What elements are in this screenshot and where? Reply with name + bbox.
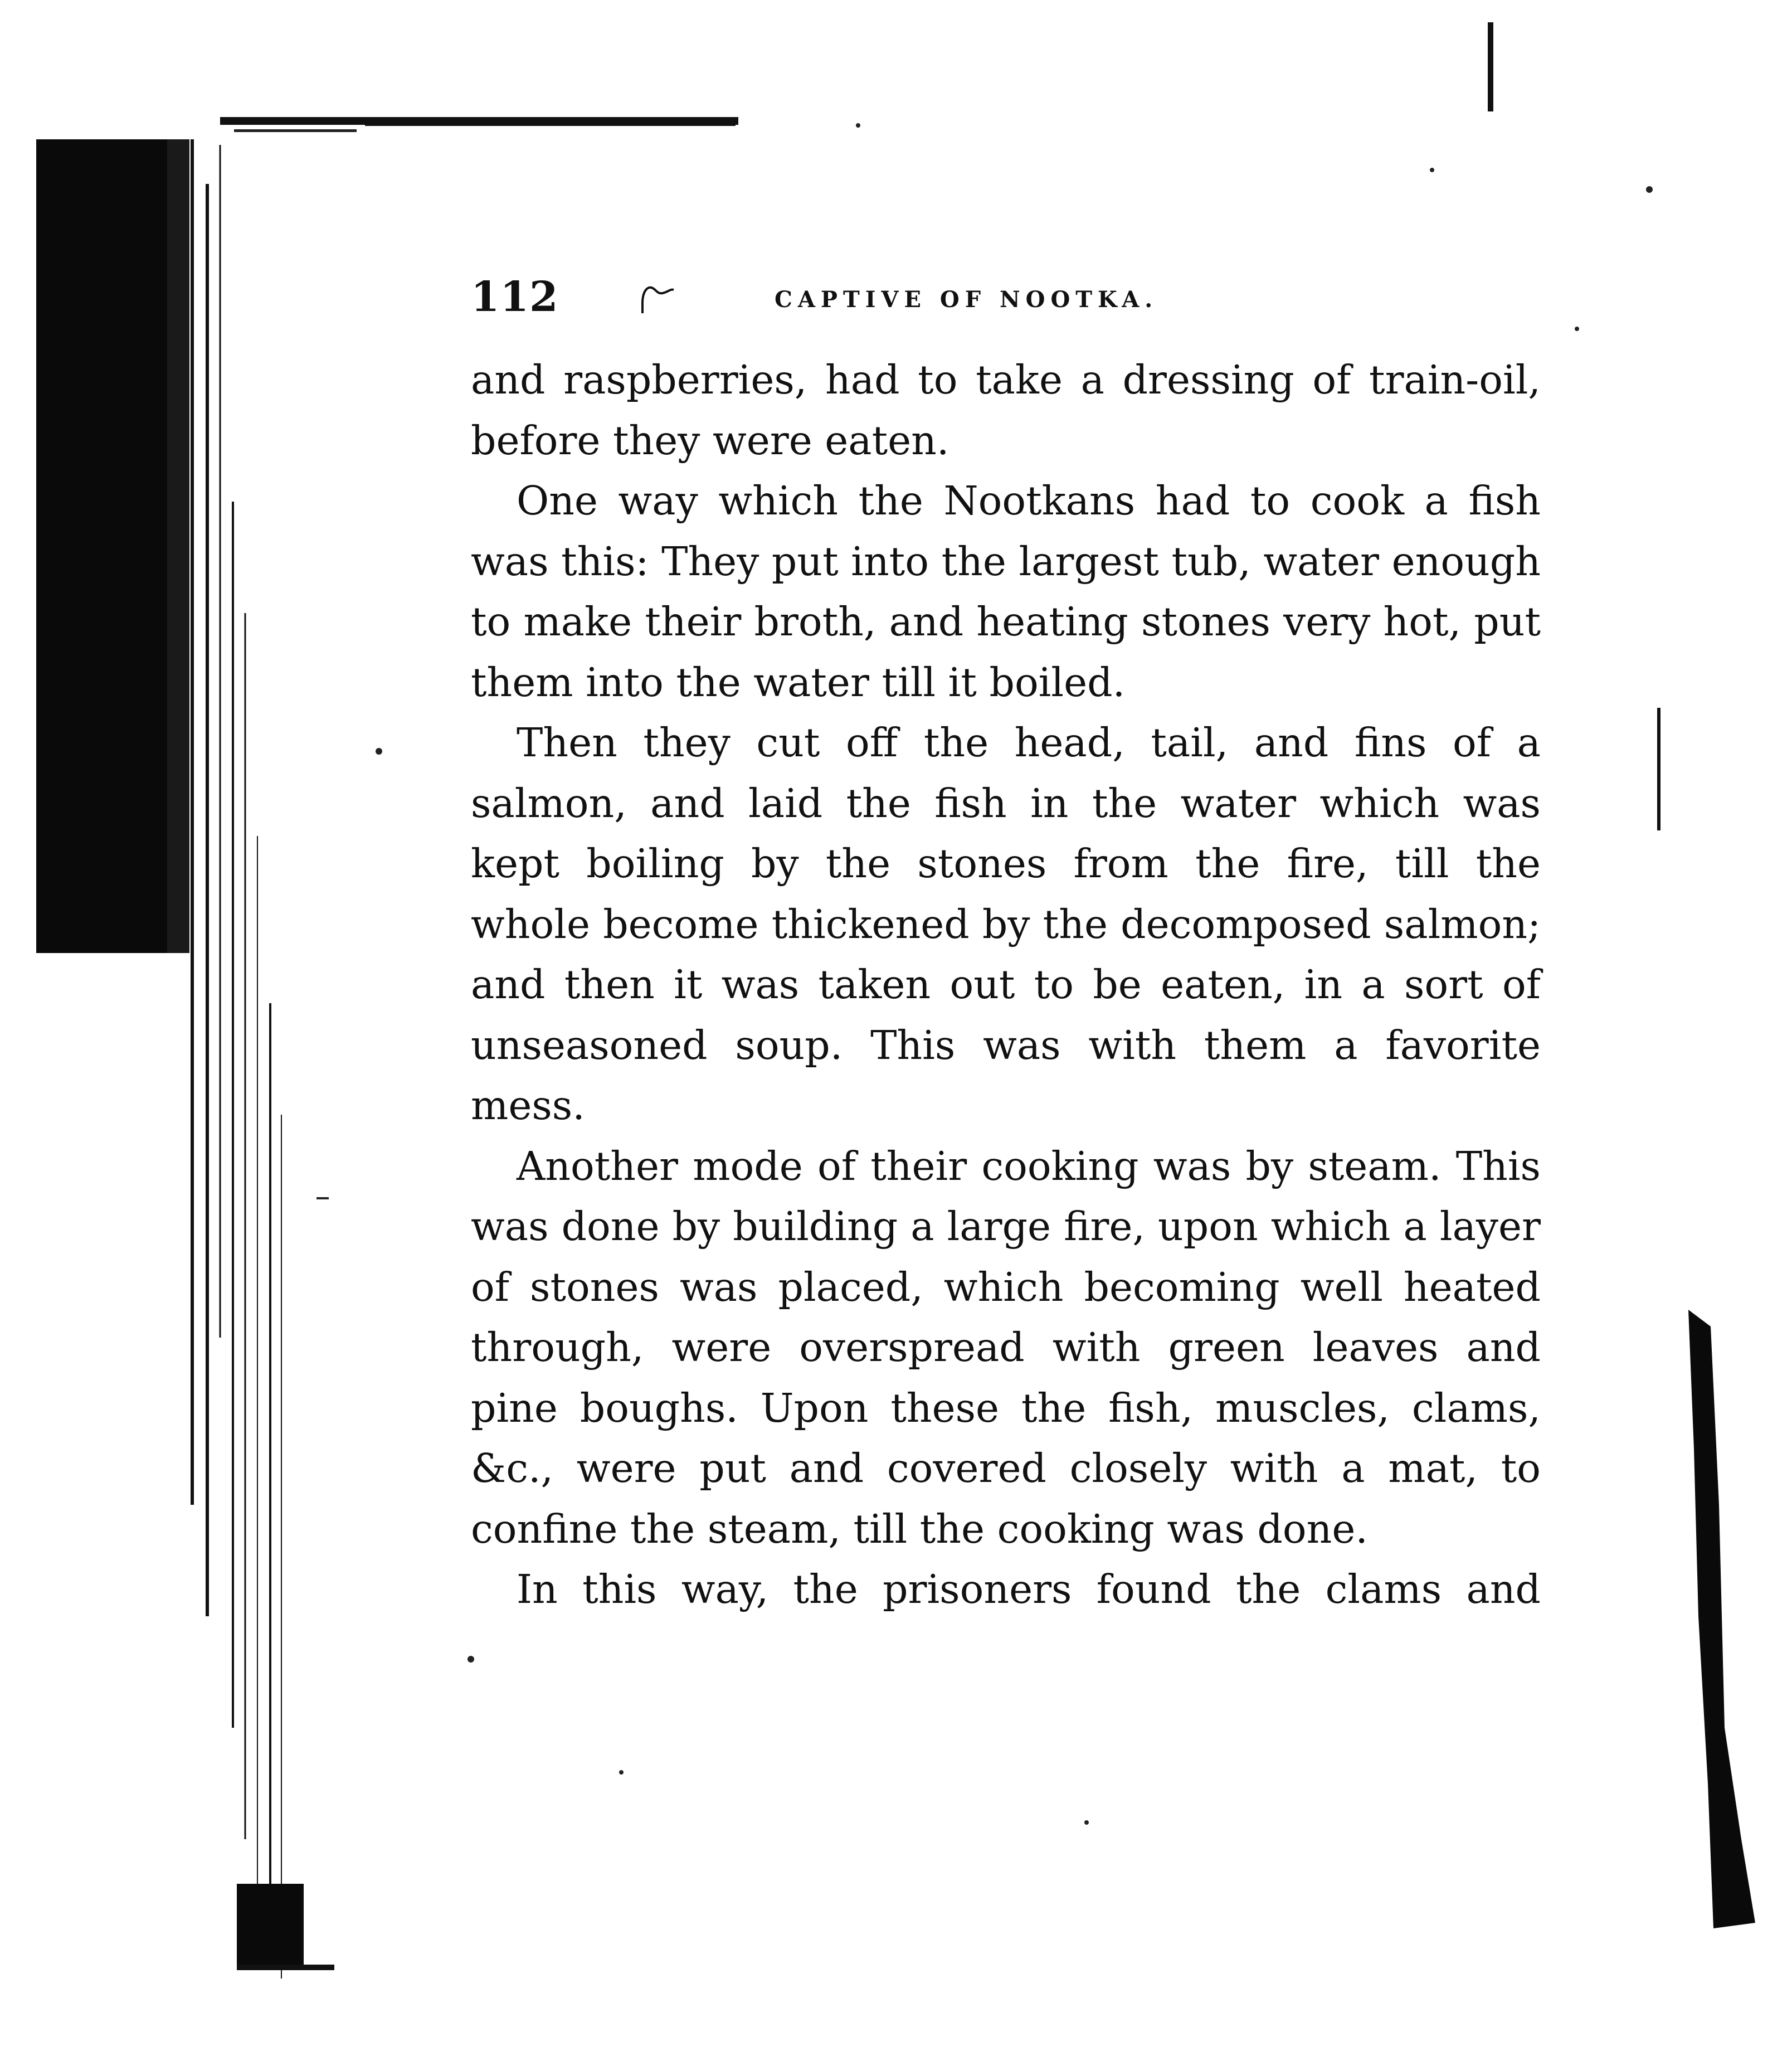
right-top-rule [1488,22,1493,111]
body-text [471,350,1541,1620]
binding-shadow [36,139,170,953]
binding-bottom-strip [237,1965,334,1970]
binding-streaks [192,139,281,1979]
paragraph: Then they cut off the head, tail, and fins of a salmon, and laid the fish in the water which was kept boiling by the stones from the fire, till the whole become thickened by the decomposed salmon; and then it was taken out to be eaten, in a sort of unseasoned soup. This was with them a favorite mess. [471,720,1541,1129]
book-page [471,262,1541,1620]
running-head [471,262,1541,329]
paragraph: Another mode of their cooking was by steam. This was done by building a large fire, upon which a layer of stones was placed, which becoming well heated through, were overspread with green leaves and pine boughs. Upon these the fish, muscles, clams, &c., were put and covered closely with a mat, to confine the steam, till the cooking was done. [471,1143,1541,1552]
top-edge-rule-segment [365,121,736,126]
paragraph: In this way, the prisoners found the clams and [517,1566,1541,1612]
binding-bottom-block [237,1884,304,1970]
paragraph: One way which the Nootkans had to cook a fish was this: They put into the largest tub, water enough to make their broth, and heating stones very hot, put them into the water till it boiled. [471,478,1541,706]
running-title: CAPTIVE OF NOOTKA. [775,286,1158,313]
binding-shadow-edge [167,139,189,953]
printer-mark-icon [639,281,684,314]
right-edge-shadow [1688,1310,1755,1928]
page-number: 112 [471,273,559,321]
paragraph: and raspberries, had to take a dressing of train-oil, before they were eaten. [471,357,1541,464]
top-edge-rule-thin [234,129,357,132]
right-mid-rule [1657,708,1660,830]
